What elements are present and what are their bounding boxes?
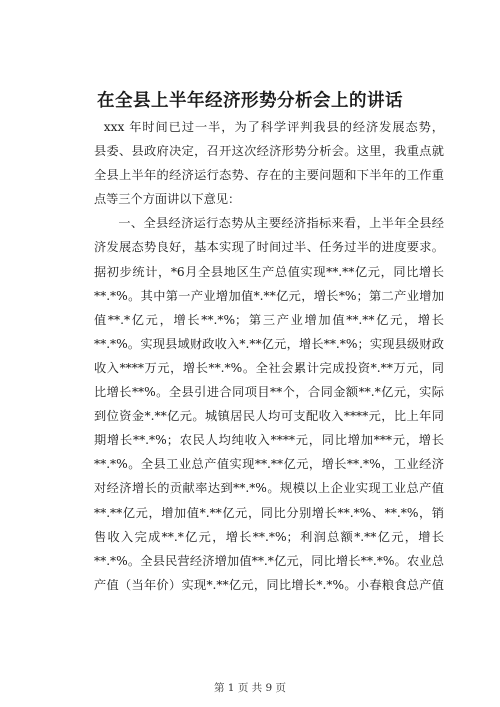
body-line: 期增长**.*%；农民人均纯收入****元，同比增加***元，增长 — [94, 433, 444, 448]
body-line: 据初步统计，*6月全县地区生产总值实现**.**亿元，同比增长 — [94, 264, 444, 279]
body-line: 点等三个方面讲以下意见： — [94, 192, 241, 207]
body-line: 产值（当年价）实现*.**亿元，同比增长*.*%。小春粮食总产值 — [94, 577, 444, 592]
body-line: 济发展态势良好，基本实现了时间过半、任务过半的进度要求。 — [94, 240, 444, 255]
body-line: 全县上半年的经济运行态势、存在的主要问题和下半年的工作重 — [94, 168, 444, 183]
page-footer: 第 1 页 共 9 页 — [213, 682, 287, 694]
body-line: xxx 年时间已过一半，为了科学评判我县的经济发展态势， — [103, 120, 444, 134]
body-line: 比增长**%。全县引进合同项目**个，合同金额**.*亿元，实际 — [94, 385, 444, 400]
body-line: **.*%。实现县域财政收入*.**亿元，增长**.*%；实现县级财政 — [94, 336, 444, 351]
document-body — [94, 115, 444, 597]
body-line: **.**亿元，增加值*.**亿元，同比分别增长**.*%、**.*%，销 — [94, 505, 444, 520]
body-line: 到位资金*.**亿元。城镇居民人均可支配收入****元，比上年同 — [94, 409, 444, 424]
document-title: 在全县上半年经济形势分析会上的讲话 — [97, 91, 403, 111]
body-line: **.*%。全县工业总产值实现**.**亿元，增长**.*%，工业经济 — [94, 457, 444, 472]
body-line: **.*%。全县民营经济增加值**.*亿元，同比增长**.*%。农业总 — [94, 553, 444, 568]
body-line: 收入****万元，增长**.*%。全社会累计完成投资*.**万元，同 — [94, 360, 444, 375]
body-line: 对经济增长的贡献率达到**.*%。规模以上企业实现工业总产值 — [94, 481, 444, 496]
body-line: 值**.*亿元，增长**.*%；第三产业增加值**.**亿元，增长 — [94, 312, 444, 327]
body-line: 一、全县经济运行态势从主要经济指标来看，上半年全县经 — [118, 216, 444, 231]
body-line: 县委、县政府决定，召开这次经济形势分析会。这里，我重点就 — [94, 144, 444, 159]
body-line: 售收入完成**.*亿元，增长**.*%；利润总额*.**亿元，增长 — [94, 529, 444, 544]
body-line: **.*%。其中第一产业增加值*.**亿元，增长*%；第二产业增加 — [94, 288, 444, 303]
